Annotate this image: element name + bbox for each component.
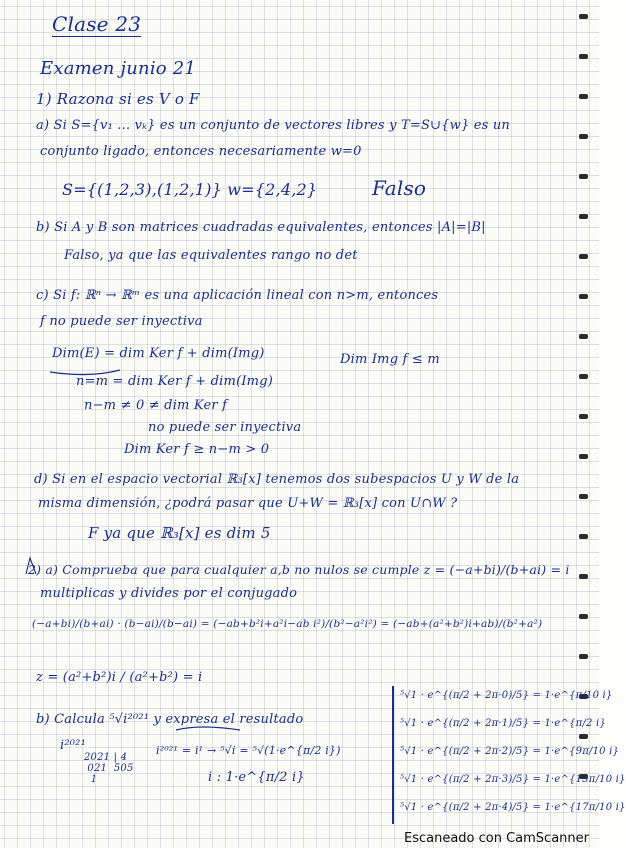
question-1c-dim2: n=m = dim Ker f + dim(Img) xyxy=(76,374,273,389)
question-2a-calc: (−a+bi)/(b+ai) · (b−ai)/(b−ai) = (−ab+b²i+a²i−ab i²)/(b²−a²i²) = (−ab+(a²+b²)i+ab)/(b²+a²) xyxy=(32,618,543,630)
question-2b-line1: b) Calcula ⁵√i²⁰²¹ y expresa el resultado xyxy=(36,712,304,727)
question-1a-example: S={(1,2,3),(1,2,1)} w={2,4,2} xyxy=(62,180,318,199)
question-1c-line2: f no puede ser inyectiva xyxy=(40,314,203,329)
exam-heading: Examen junio 21 xyxy=(40,58,197,79)
root-k1: ⁵√1 · e^{(π/2 + 2π·1)/5} = 1·e^{π/2 i} xyxy=(400,718,606,729)
question-1-heading: 1) Razona si es V o F xyxy=(36,90,200,108)
question-1a-line1: a) Si S={v₁ ... vₖ} es un conjunto de vectores libres y T=S∪{w} es un xyxy=(36,118,510,133)
question-2b-power: i²⁰²¹ xyxy=(60,738,87,753)
question-2a-line2: multiplicas y divides por el conjugado xyxy=(40,586,298,601)
question-1a-answer: Falso xyxy=(372,176,427,200)
question-1d-line2: misma dimensión, ¿podrá pasar que U+W = ℝ₃[x] con U∩W ? xyxy=(38,496,458,511)
question-2b-polar: i : 1·e^{π/2 i} xyxy=(208,770,305,785)
question-1b-line1: b) Si A y B son matrices cuadradas equivalentes, entonces |A|=|B| xyxy=(36,220,486,235)
question-1a-line2: conjunto ligado, entonces necesariamente w=0 xyxy=(40,144,362,159)
question-1c-dim5: Dim Ker f ≥ n−m > 0 xyxy=(124,442,270,457)
scanner-watermark: Escaneado con CamScanner xyxy=(403,831,589,846)
root-k3: ⁵√1 · e^{(π/2 + 2π·3)/5} = 1·e^{13π/10 i} xyxy=(400,774,626,785)
question-1c-dim1-side: Dim Img f ≤ m xyxy=(340,352,440,367)
page-title: Clase 23 xyxy=(52,12,142,36)
question-1c-dim1: Dim(E) = dim Ker f + dim(Img) xyxy=(52,346,265,361)
question-1c-dim4: no puede ser inyectiva xyxy=(148,420,302,435)
root-k2: ⁵√1 · e^{(π/2 + 2π·2)/5} = 1·e^{9π/10 i} xyxy=(400,746,620,757)
question-2a-result: z = (a²+b²)i / (a²+b²) = i xyxy=(36,670,203,685)
root-k0: ⁵√1 · e^{(π/2 + 2π·0)/5} = 1·e^{π/10 i} xyxy=(400,690,613,701)
question-2b-division: 2021 | 4 021 505 1 xyxy=(84,752,134,785)
question-2b-calc: i²⁰²¹ = i¹ → ⁵√i = ⁵√(1·e^{π/2 i}) xyxy=(156,744,341,757)
question-1c-dim3: n−m ≠ 0 ≠ dim Ker f xyxy=(84,398,228,413)
question-1b-line2: Falso, ya que las equivalentes rango no det xyxy=(64,248,358,263)
question-2a-line1: 2) a) Comprueba que para cualquier a,b no nulos se cumple z = (−a+bi)/(b+ai) = i xyxy=(28,562,570,577)
question-1c-line1: c) Si f: ℝⁿ → ℝᵐ es una aplicación lineal con n>m, entonces xyxy=(36,288,439,303)
question-1d-line1: d) Si en el espacio vectorial ℝ₃[x] tenemos dos subespacios U y W de la xyxy=(34,472,520,487)
root-k4: ⁵√1 · e^{(π/2 + 2π·4)/5} = 1·e^{17π/10 i} xyxy=(400,802,626,813)
question-1d-answer: F ya que ℝ₃[x] es dim 5 xyxy=(88,524,271,542)
